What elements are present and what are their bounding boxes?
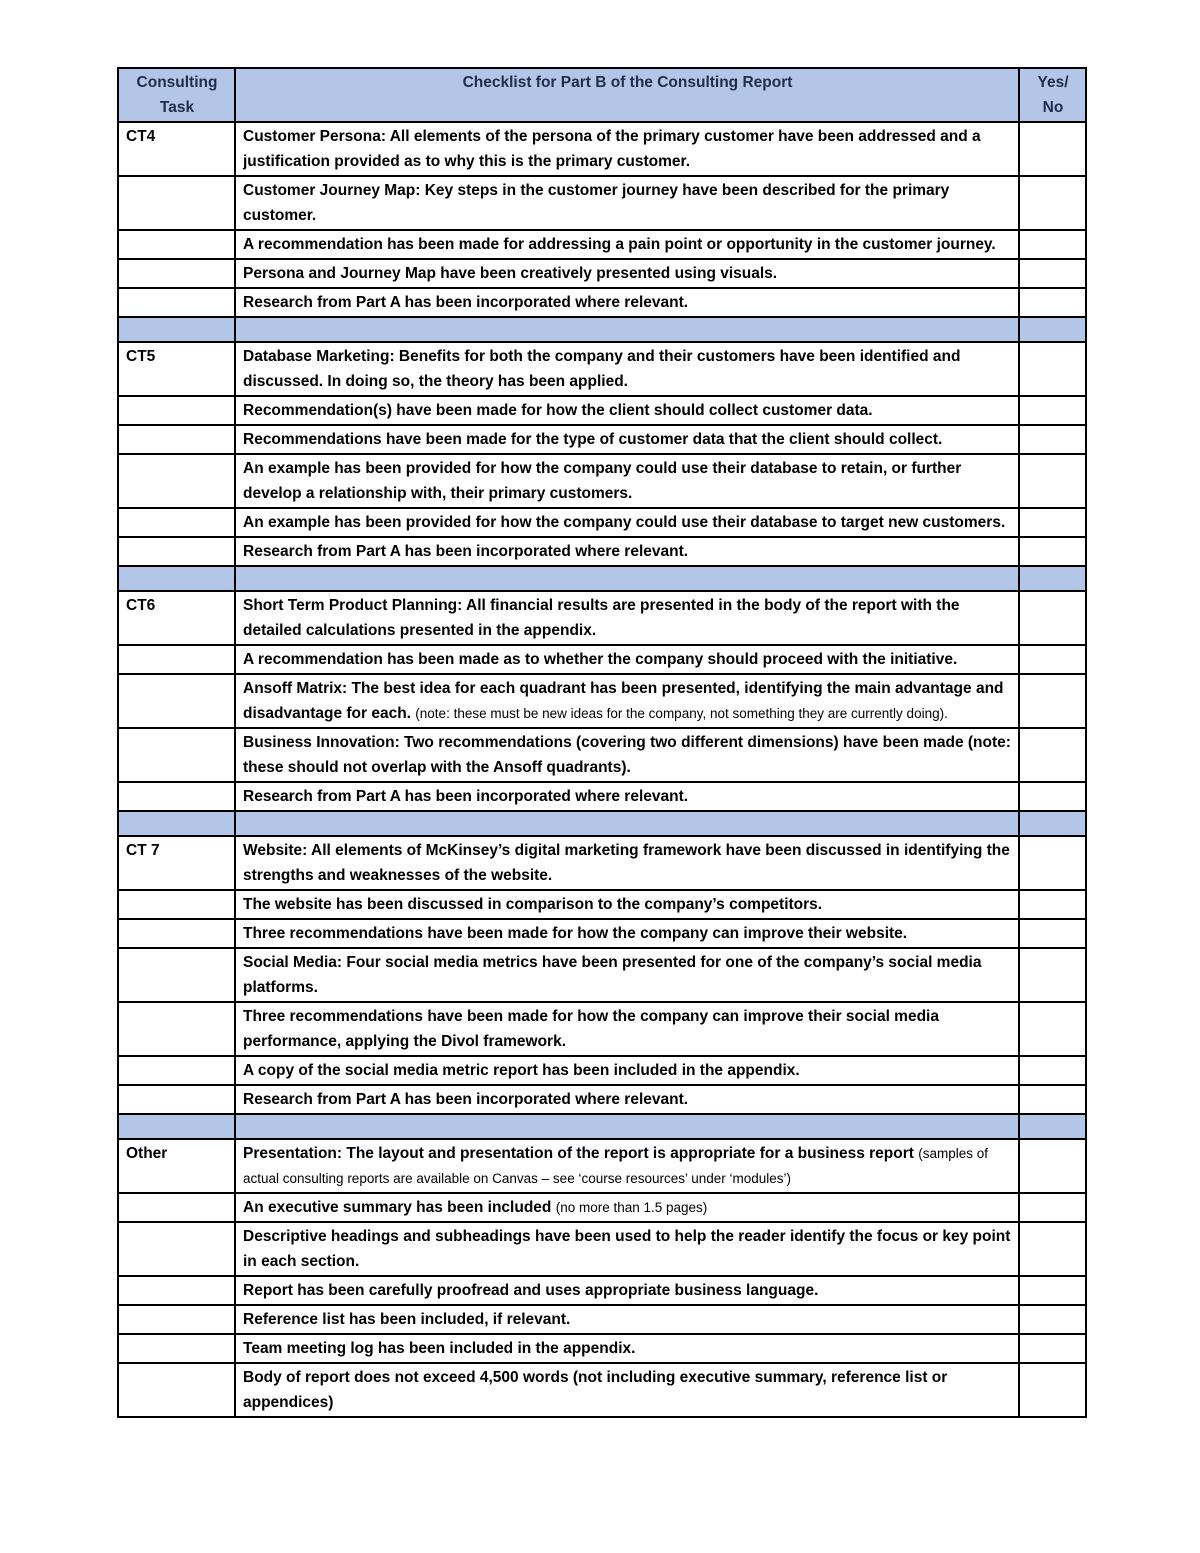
checklist-item-cell	[235, 508, 1019, 537]
checklist-item-cell	[235, 919, 1019, 948]
section-divider-cell	[235, 566, 1019, 591]
consulting-task-cell	[118, 890, 235, 919]
checklist-item-cell	[235, 537, 1019, 566]
checklist-item-text: A copy of the social media metric report has been included in the appendix.	[243, 1062, 800, 1079]
table-row	[118, 836, 1086, 890]
checklist-item-text: Descriptive headings and subheadings have been used to help the reader identify the focus or key point in each section.	[243, 1228, 1011, 1270]
consulting-task-cell	[118, 508, 235, 537]
table-row	[118, 1002, 1086, 1056]
checklist-item-text: Three recommendations have been made for how the company can improve their website.	[243, 925, 908, 942]
checklist-item-cell	[235, 342, 1019, 396]
checklist-item-text: Website: All elements of McKinsey’s digital marketing framework have been discussed in identifying the strengths and weaknesses of the website.	[243, 842, 1010, 884]
checklist-item-cell	[235, 425, 1019, 454]
table-row	[118, 537, 1086, 566]
consulting-task-cell: CT5	[118, 342, 235, 396]
yes-no-cell[interactable]	[1019, 591, 1086, 645]
consulting-task-cell	[118, 396, 235, 425]
yes-no-cell[interactable]	[1019, 890, 1086, 919]
checklist-item-cell	[235, 782, 1019, 811]
section-divider-cell	[1019, 317, 1086, 342]
table-row	[118, 288, 1086, 317]
checklist-item-text: Persona and Journey Map have been creatively presented using visuals.	[243, 265, 778, 282]
table-row	[118, 454, 1086, 508]
table-row	[118, 890, 1086, 919]
section-divider-cell	[235, 1114, 1019, 1139]
checklist-item-text: Team meeting log has been included in the appendix.	[243, 1340, 636, 1357]
consulting-task-cell	[118, 1276, 235, 1305]
table-row	[118, 1085, 1086, 1114]
yes-no-cell[interactable]	[1019, 728, 1086, 782]
table-row	[118, 674, 1086, 728]
consulting-task-cell	[118, 454, 235, 508]
yes-no-cell[interactable]	[1019, 396, 1086, 425]
checklist-item-cell	[235, 1363, 1019, 1417]
checklist-item-cell	[235, 230, 1019, 259]
table-row	[118, 122, 1086, 176]
yes-no-cell[interactable]	[1019, 454, 1086, 508]
checklist-item-text: Business Innovation: Two recommendations (covering two different dimensions) have been made (note: these should not overlap with the Ansoff quadrants).	[243, 734, 1011, 776]
checklist-item-text: Ansoff Matrix: The best idea for each quadrant has been presented, identifying the main advantage and disadvantage for each.	[243, 680, 1004, 722]
consulting-task-cell	[118, 645, 235, 674]
checklist-item-text: Research from Part A has been incorporated where relevant.	[243, 788, 689, 805]
table-row	[118, 1222, 1086, 1276]
checklist-item-text: An example has been provided for how the company could use their database to target new customers.	[243, 514, 1006, 531]
consulting-task-cell: CT6	[118, 591, 235, 645]
table-row	[118, 591, 1086, 645]
checklist-item-text: Report has been carefully proofread and uses appropriate business language.	[243, 1282, 819, 1299]
yes-no-cell[interactable]	[1019, 1002, 1086, 1056]
table-row	[118, 645, 1086, 674]
checklist-item-cell	[235, 259, 1019, 288]
table-row	[118, 396, 1086, 425]
checklist-item-cell	[235, 890, 1019, 919]
checklist-item-cell	[235, 836, 1019, 890]
table-row	[118, 425, 1086, 454]
checklist-item-cell	[235, 645, 1019, 674]
checklist-item-cell	[235, 948, 1019, 1002]
consulting-task-cell: CT 7	[118, 836, 235, 890]
checklist-item-text: A recommendation has been made as to whether the company should proceed with the initiative.	[243, 651, 958, 668]
table-row	[118, 342, 1086, 396]
table-row	[118, 1334, 1086, 1363]
section-divider-cell	[118, 317, 235, 342]
checklist-item-note: (note: these must be new ideas for the company, not something they are currently doing).	[415, 706, 948, 721]
consulting-task-cell	[118, 259, 235, 288]
section-divider-cell	[1019, 811, 1086, 836]
checklist-item-text: Reference list has been included, if relevant.	[243, 1311, 571, 1328]
yes-no-cell[interactable]	[1019, 1363, 1086, 1417]
yes-no-cell[interactable]	[1019, 342, 1086, 396]
consulting-task-cell	[118, 288, 235, 317]
table-row	[118, 782, 1086, 811]
checklist-item-cell	[235, 591, 1019, 645]
consulting-task-cell	[118, 728, 235, 782]
table-row	[118, 1193, 1086, 1222]
yes-no-cell[interactable]	[1019, 259, 1086, 288]
checklist-item-text: Body of report does not exceed 4,500 words (not including executive summary, reference list or appendices)	[243, 1369, 948, 1411]
section-divider-row	[118, 811, 1086, 836]
consulting-task-cell	[118, 537, 235, 566]
consulting-task-cell	[118, 674, 235, 728]
checklist-item-text: Research from Part A has been incorporated where relevant.	[243, 1091, 689, 1108]
yes-no-cell[interactable]	[1019, 948, 1086, 1002]
consulting-task-cell	[118, 176, 235, 230]
consulting-task-cell	[118, 1002, 235, 1056]
consulting-task-cell	[118, 230, 235, 259]
yes-no-cell[interactable]	[1019, 425, 1086, 454]
checklist-item-text: Presentation: The layout and presentation of the report is appropriate for a business report	[243, 1145, 914, 1162]
yes-no-cell[interactable]	[1019, 1276, 1086, 1305]
yes-no-cell[interactable]	[1019, 645, 1086, 674]
section-divider-cell	[1019, 566, 1086, 591]
checklist-item-text: Customer Journey Map: Key steps in the customer journey have been described for the primary customer.	[243, 182, 950, 224]
table-row	[118, 1276, 1086, 1305]
yes-no-cell[interactable]	[1019, 1139, 1086, 1193]
table-row	[118, 230, 1086, 259]
table-row	[118, 259, 1086, 288]
yes-no-cell[interactable]	[1019, 1334, 1086, 1363]
yes-no-cell[interactable]	[1019, 537, 1086, 566]
table-row	[118, 1139, 1086, 1193]
checklist-item-text: Research from Part A has been incorporated where relevant.	[243, 543, 689, 560]
checklist-item-cell	[235, 1056, 1019, 1085]
checklist-item-text: Three recommendations have been made for how the company can improve their social media performance, applying the Divol framework.	[243, 1008, 939, 1050]
table-row	[118, 728, 1086, 782]
yes-no-cell[interactable]	[1019, 1305, 1086, 1334]
section-divider-cell	[118, 811, 235, 836]
table-row	[118, 1056, 1086, 1085]
checklist-item-text: Recommendation(s) have been made for how the client should collect customer data.	[243, 402, 873, 419]
checklist-item-text: A recommendation has been made for addressing a pain point or opportunity in the customer journey.	[243, 236, 996, 253]
section-divider-cell	[118, 1114, 235, 1139]
checklist-item-cell	[235, 1085, 1019, 1114]
checklist-item-cell	[235, 122, 1019, 176]
yes-no-cell[interactable]	[1019, 1056, 1086, 1085]
consulting-task-cell: CT4	[118, 122, 235, 176]
checklist-item-text: Customer Persona: All elements of the persona of the primary customer have been addressed and a justification provided as to why this is the primary customer.	[243, 128, 981, 170]
consulting-task-cell	[118, 919, 235, 948]
section-divider-row	[118, 1114, 1086, 1139]
section-divider-cell	[235, 811, 1019, 836]
yes-no-cell[interactable]	[1019, 122, 1086, 176]
consulting-task-cell	[118, 1085, 235, 1114]
consulting-task-cell	[118, 425, 235, 454]
consulting-task-cell	[118, 1363, 235, 1417]
consulting-task-cell	[118, 782, 235, 811]
consulting-task-cell	[118, 1305, 235, 1334]
checklist-item-cell	[235, 1193, 1019, 1222]
checklist-item-cell	[235, 396, 1019, 425]
yes-no-cell[interactable]	[1019, 1193, 1086, 1222]
consulting-task-cell: Other	[118, 1139, 235, 1193]
checklist-item-cell	[235, 728, 1019, 782]
table-row	[118, 919, 1086, 948]
consulting-task-cell	[118, 948, 235, 1002]
table-row	[118, 1305, 1086, 1334]
section-divider-row	[118, 317, 1086, 342]
checklist-item-text: Short Term Product Planning: All financial results are presented in the body of the report with the detailed calculations presented in the appendix.	[243, 597, 960, 639]
section-divider-cell	[118, 566, 235, 591]
checklist-item-cell	[235, 1305, 1019, 1334]
checklist-item-text: Database Marketing: Benefits for both the company and their customers have been identified and discussed. In doing so, the theory has been applied.	[243, 348, 961, 390]
checklist-item-text: Recommendations have been made for the type of customer data that the client should collect.	[243, 431, 943, 448]
yes-no-cell[interactable]	[1019, 674, 1086, 728]
checklist-item-text: The website has been discussed in comparison to the company’s competitors.	[243, 896, 823, 913]
checklist-item-cell	[235, 1276, 1019, 1305]
yes-no-cell[interactable]	[1019, 176, 1086, 230]
checklist-item-cell	[235, 1334, 1019, 1363]
checklist-item-text: Research from Part A has been incorporated where relevant.	[243, 294, 689, 311]
yes-no-cell[interactable]	[1019, 508, 1086, 537]
yes-no-cell[interactable]	[1019, 1085, 1086, 1114]
table-row	[118, 948, 1086, 1002]
header-consulting-task: Consulting Task	[118, 68, 235, 122]
checklist-item-cell	[235, 674, 1019, 728]
checklist-item-note: (samples of actual consulting reports are available on Canvas – see ‘course resources’ under ‘modules’)	[243, 1146, 989, 1186]
checklist-item-text: An executive summary has been included	[243, 1199, 552, 1216]
yes-no-cell[interactable]	[1019, 288, 1086, 317]
yes-no-cell[interactable]	[1019, 782, 1086, 811]
checklist-item-cell	[235, 1139, 1019, 1193]
checklist-item-text: An example has been provided for how the company could use their database to retain, or further develop a relationship with, their primary customers.	[243, 460, 962, 502]
checklist-item-note: (no more than 1.5 pages)	[555, 1200, 708, 1215]
checklist-item-cell	[235, 176, 1019, 230]
checklist-item-cell	[235, 1222, 1019, 1276]
checklist-item-cell	[235, 454, 1019, 508]
header-checklist: Checklist for Part B of the Consulting Report	[235, 68, 1019, 122]
header-yes-no: Yes/ No	[1019, 68, 1086, 122]
yes-no-cell[interactable]	[1019, 836, 1086, 890]
section-divider-row	[118, 566, 1086, 591]
table-row	[118, 508, 1086, 537]
section-divider-cell	[1019, 1114, 1086, 1139]
yes-no-cell[interactable]	[1019, 1222, 1086, 1276]
checklist-item-cell	[235, 1002, 1019, 1056]
consulting-task-cell	[118, 1222, 235, 1276]
yes-no-cell[interactable]	[1019, 230, 1086, 259]
consulting-task-cell	[118, 1334, 235, 1363]
section-divider-cell	[235, 317, 1019, 342]
table-row	[118, 176, 1086, 230]
checklist-item-text: Social Media: Four social media metrics have been presented for one of the company’s social media platforms.	[243, 954, 982, 996]
header-row	[118, 68, 1086, 122]
table-row	[118, 1363, 1086, 1417]
consulting-task-cell	[118, 1193, 235, 1222]
yes-no-cell[interactable]	[1019, 919, 1086, 948]
checklist-table	[117, 67, 1087, 1418]
consulting-task-cell	[118, 1056, 235, 1085]
checklist-item-cell	[235, 288, 1019, 317]
